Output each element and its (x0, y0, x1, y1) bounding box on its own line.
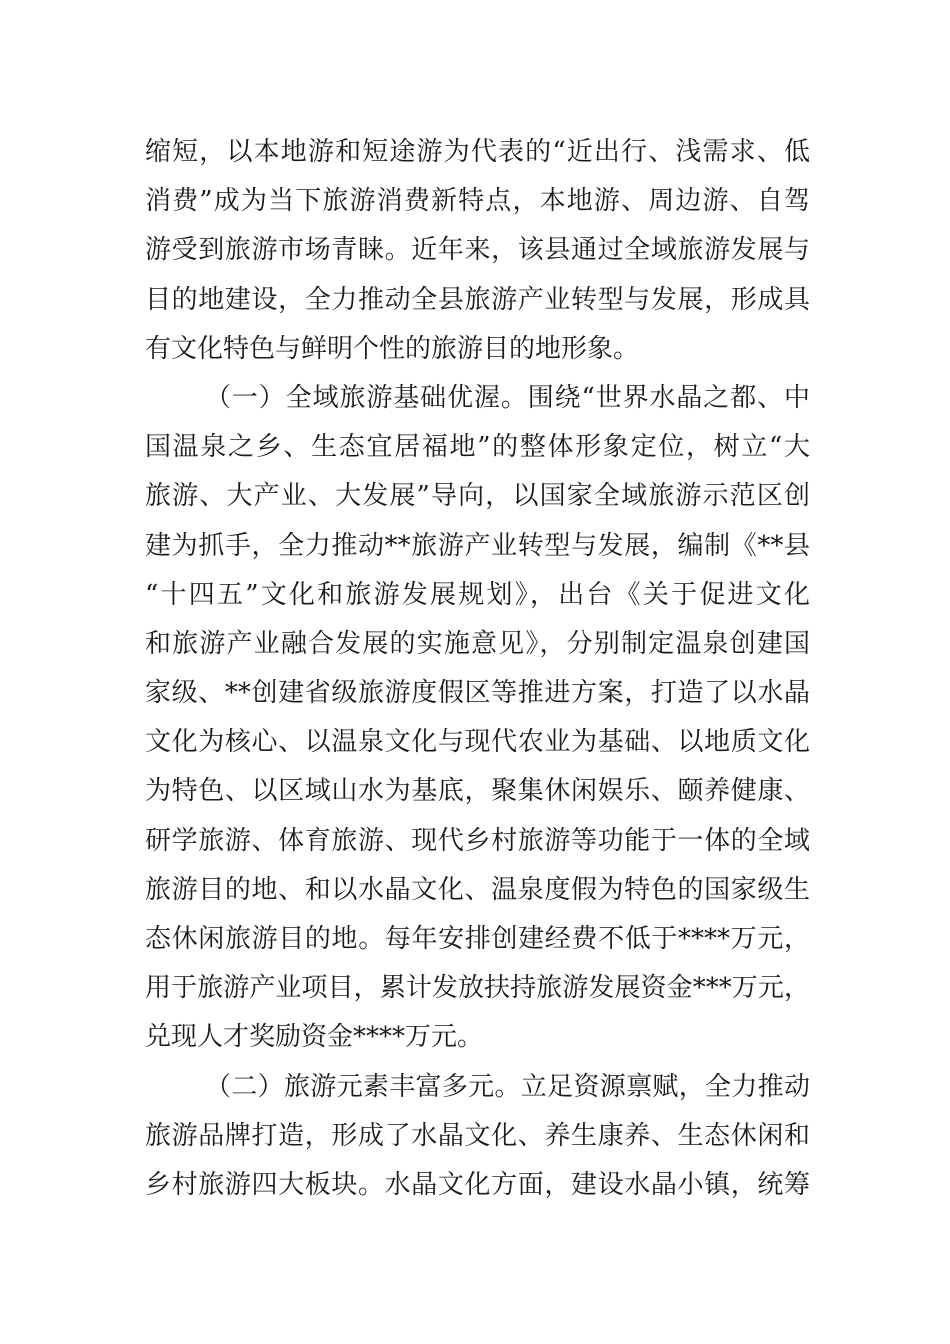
text-line: 态休闲旅游目的地。每年安排创建经费不低于****万元， (145, 924, 810, 954)
text-line: 旅游目的地、和以水晶文化、温泉度假为特色的国家级生 (145, 874, 810, 905)
text-line: 和旅游产业融合发展的实施意见》，分别制定温泉创建国 (145, 628, 810, 659)
text-line: 研学旅游、体育旅游、现代乡村旅游等功能于一体的全域 (145, 825, 810, 856)
text-line: 用于旅游产业项目，累计发放扶持旅游发展资金***万元， (145, 973, 810, 1004)
paragraph-intro (145, 128, 810, 374)
text-line: “十四五”文化和旅游发展规划》，出台《关于促进文化 (145, 579, 810, 610)
text-line: 游受到旅游市场青睐。近年来，该县通过全域旅游发展与 (145, 235, 810, 266)
text-line: 目的地建设，全力推动全县旅游产业转型与发展，形成具 (145, 284, 810, 315)
text-line: 家级、**创建省级旅游度假区等推进方案，打造了以水晶 (145, 678, 810, 709)
text-line: 旅游、大产业、大发展”导向，以国家全域旅游示范区创 (145, 481, 810, 512)
paragraph-section-2 (145, 1063, 810, 1211)
text-line: 为特色、以区域山水为基底，聚集休闲娱乐、颐养健康、 (145, 776, 810, 807)
document-body (145, 128, 810, 1210)
text-line: 乡村旅游四大板块。水晶文化方面，建设水晶小镇，统筹 (145, 1169, 810, 1200)
text-line: 有文化特色与鲜明个性的旅游目的地形象。 (145, 333, 640, 364)
text-line: 旅游品牌打造，形成了水晶文化、养生康养、生态休闲和 (145, 1120, 810, 1151)
text-line: 文化为核心、以温泉文化与现代农业为基础、以地质文化 (145, 727, 810, 758)
paragraph-section-1 (145, 374, 810, 1063)
text-line: 缩短，以本地游和短途游为代表的“近出行、浅需求、低 (145, 137, 810, 167)
section-heading-line: （二）旅游元素丰富多元。立足资源禀赋，全力推动 (205, 1071, 810, 1102)
text-line: 国温泉之乡、生态宜居福地”的整体形象定位，树立“大 (145, 432, 810, 463)
section-heading-line: （一）全域旅游基础优渥。围绕“世界水晶之都、中 (205, 382, 810, 413)
text-line: 兑现人才奖励资金****万元。 (145, 1022, 484, 1053)
text-line: 建为抓手，全力推动**旅游产业转型与发展，编制《**县 (145, 530, 810, 561)
text-line: 消费”成为当下旅游消费新特点，本地游、周边游、自驾 (145, 186, 810, 217)
